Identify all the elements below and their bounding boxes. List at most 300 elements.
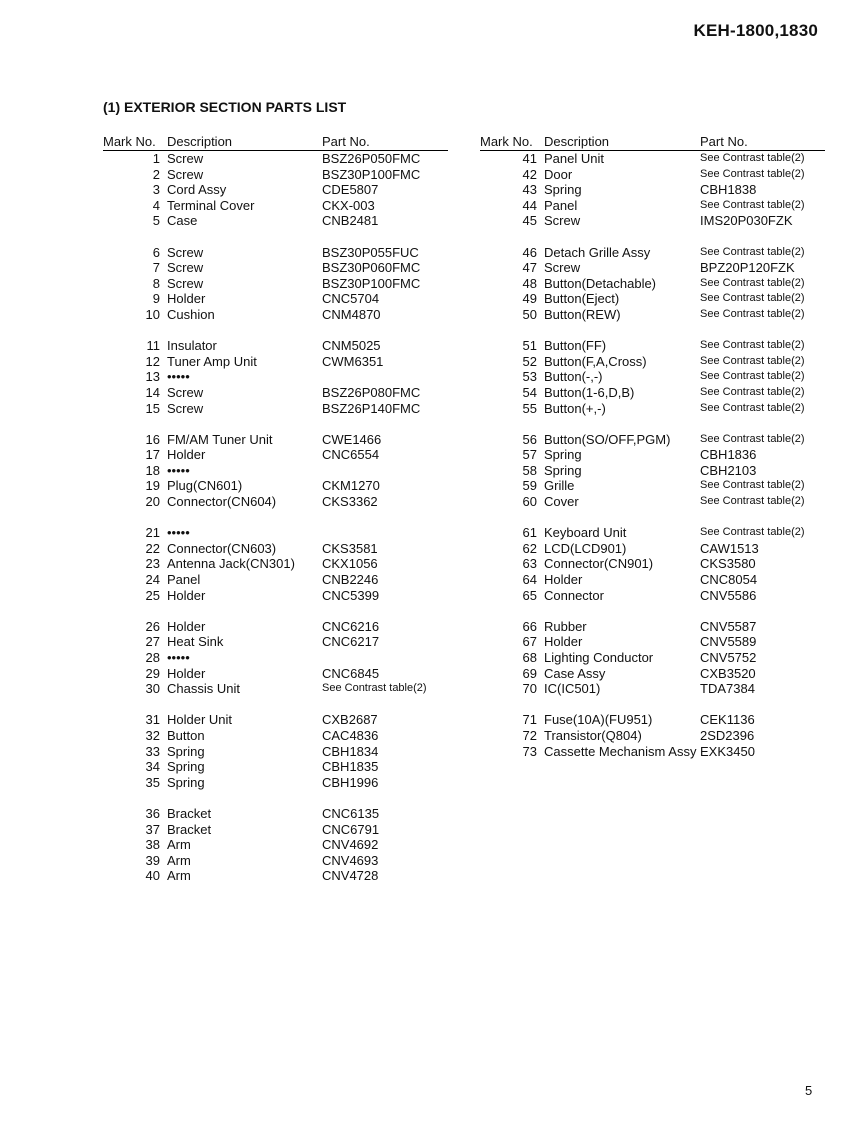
part-no: See Contrast table(2) — [700, 479, 805, 492]
table-row — [103, 385, 448, 401]
description: Antenna Jack(CN301) — [167, 556, 295, 572]
mark-no: 61 — [522, 525, 537, 541]
table-row — [103, 213, 448, 229]
description: Button(REW) — [544, 306, 621, 322]
mark-no: 44 — [522, 197, 537, 213]
part-no: CNC6845 — [322, 665, 380, 681]
description: Spring — [167, 774, 205, 790]
mark-no: 49 — [522, 291, 537, 307]
mark-no: 73 — [522, 743, 537, 759]
description: ••••• — [167, 650, 190, 665]
section-title: (1) EXTERIOR SECTION PARTS LIST — [103, 99, 347, 115]
table-row — [103, 276, 448, 292]
description: Button(-,-) — [544, 369, 603, 385]
part-no: CXB3520 — [700, 665, 756, 681]
description: Door — [544, 166, 573, 182]
table-row — [480, 245, 825, 261]
description: Button(Detachable) — [544, 275, 657, 291]
table-row — [480, 213, 825, 229]
part-no: CNV5587 — [700, 618, 757, 634]
part-no: CNC6135 — [322, 805, 380, 821]
description: Spring — [544, 182, 582, 198]
part-no: See Contrast table(2) — [700, 198, 805, 211]
part-no: CNC6791 — [322, 821, 380, 837]
model-number: KEH-1800,1830 — [693, 21, 818, 40]
mark-no: 26 — [145, 618, 160, 634]
part-no: See Contrast table(2) — [700, 292, 805, 305]
description: Button — [167, 727, 205, 743]
part-no: BSZ30P055FUC — [322, 244, 419, 260]
part-no: See Contrast table(2) — [700, 432, 805, 445]
mark-no: 50 — [522, 306, 537, 322]
mark-no: 20 — [145, 494, 160, 510]
part-no: CBH1834 — [322, 743, 379, 759]
table-row — [103, 728, 448, 744]
description: Spring — [544, 447, 582, 463]
description: Plug(CN601) — [167, 478, 243, 494]
header-part-no: Part No. — [322, 134, 370, 149]
table-row — [480, 588, 825, 604]
part-no: CNV5586 — [700, 587, 757, 603]
mark-no: 71 — [522, 712, 537, 728]
description: Tuner Amp Unit — [167, 353, 257, 369]
description: Button(+,-) — [544, 400, 606, 416]
mark-no: 54 — [522, 384, 537, 400]
table-row — [103, 853, 448, 869]
table-row — [480, 463, 825, 479]
mark-no: 7 — [152, 260, 160, 276]
mark-no: 23 — [145, 556, 160, 572]
table-row — [480, 447, 825, 463]
table-row — [480, 525, 825, 541]
description: Button(Eject) — [544, 291, 620, 307]
mark-no: 64 — [522, 572, 537, 588]
table-row — [480, 151, 825, 167]
part-no: CBH1836 — [700, 447, 757, 463]
part-no: CBH2103 — [700, 462, 757, 478]
table-row — [103, 525, 448, 541]
mark-no: 42 — [522, 166, 537, 182]
mark-no: 17 — [145, 447, 160, 463]
mark-no: 38 — [145, 837, 160, 853]
mark-no: 56 — [522, 431, 537, 447]
mark-no: 60 — [522, 494, 537, 510]
mark-no: 25 — [145, 587, 160, 603]
part-no: CKS3581 — [322, 540, 378, 556]
part-no: CNC5704 — [322, 291, 380, 307]
part-no: CBH1996 — [322, 774, 379, 790]
description: Holder — [167, 447, 206, 463]
mark-no: 10 — [145, 306, 160, 322]
part-no: CNB2481 — [322, 213, 379, 229]
description: Holder — [544, 634, 583, 650]
table-row — [103, 198, 448, 214]
table-row — [103, 354, 448, 370]
description: Arm — [167, 837, 191, 853]
part-no: CNM4870 — [322, 306, 381, 322]
description: LCD(LCD901) — [544, 540, 627, 556]
description: Cassette Mechanism Assy — [544, 743, 697, 759]
part-no: BSZ26P080FMC — [322, 384, 421, 400]
part-no: See Contrast table(2) — [700, 385, 805, 398]
description: Terminal Cover — [167, 197, 255, 213]
description: Screw — [167, 166, 204, 182]
description: Panel — [167, 572, 201, 588]
description: Spring — [167, 743, 205, 759]
mark-no: 32 — [145, 727, 160, 743]
mark-no: 39 — [145, 852, 160, 868]
part-no: CBH1835 — [322, 759, 379, 775]
mark-no: 1 — [152, 151, 160, 166]
description: Screw — [167, 400, 204, 416]
mark-no: 59 — [522, 478, 537, 494]
table-row — [103, 447, 448, 463]
table-row — [480, 619, 825, 635]
part-no: BSZ26P140FMC — [322, 400, 421, 416]
table-row — [480, 572, 825, 588]
table-row — [103, 775, 448, 791]
part-no: See Contrast table(2) — [700, 370, 805, 383]
description: Bracket — [167, 821, 212, 837]
table-row — [103, 744, 448, 760]
table-row — [103, 588, 448, 604]
table-row — [103, 619, 448, 635]
part-no: See Contrast table(2) — [700, 167, 805, 180]
table-row — [480, 338, 825, 354]
mark-no: 66 — [522, 618, 537, 634]
table-header — [480, 132, 825, 151]
mark-no: 29 — [145, 665, 160, 681]
table-row — [480, 385, 825, 401]
table-row — [103, 822, 448, 838]
description: Arm — [167, 868, 191, 884]
description: Panel — [544, 197, 578, 213]
description: Keyboard Unit — [544, 525, 627, 541]
description: Case Assy — [544, 665, 606, 681]
part-no: See Contrast table(2) — [700, 401, 805, 414]
description: Heat Sink — [167, 634, 224, 650]
header-mark-no: Mark No. — [103, 134, 156, 149]
table-row — [103, 369, 448, 385]
table-body — [103, 151, 448, 884]
mark-no: 30 — [145, 681, 160, 697]
table-row — [480, 182, 825, 198]
mark-no: 3 — [152, 182, 160, 198]
mark-no: 40 — [145, 868, 160, 884]
table-row — [103, 338, 448, 354]
part-no: IMS20P030FZK — [700, 213, 793, 229]
table-row — [103, 478, 448, 494]
table-row — [103, 868, 448, 884]
table-row — [103, 837, 448, 853]
description: Button(FF) — [544, 338, 607, 354]
description: Screw — [544, 213, 581, 229]
description: Holder — [167, 618, 206, 634]
table-row — [103, 494, 448, 510]
part-no: CEK1136 — [700, 712, 755, 728]
description: Holder — [167, 587, 206, 603]
mark-no: 2 — [152, 166, 160, 182]
mark-no: 68 — [522, 650, 537, 665]
table-row — [480, 354, 825, 370]
part-no: CWE1466 — [322, 431, 382, 447]
table-row — [103, 291, 448, 307]
description: Button(F,A,Cross) — [544, 353, 647, 369]
description: Holder — [167, 665, 206, 681]
part-no: CNV4693 — [322, 852, 379, 868]
table-row — [480, 167, 825, 183]
table-row — [480, 369, 825, 385]
part-no: CBH1838 — [700, 182, 757, 198]
description: Button(SO/OFF,PGM) — [544, 431, 671, 447]
part-no: CKX-003 — [322, 197, 375, 213]
mark-no: 37 — [145, 821, 160, 837]
part-no: EXK3450 — [700, 743, 755, 759]
part-no: See Contrast table(2) — [700, 339, 805, 352]
mark-no: 12 — [145, 353, 160, 369]
header-description: Description — [167, 134, 233, 149]
description: Cushion — [167, 306, 215, 322]
description: Screw — [167, 244, 204, 260]
part-no: See Contrast table(2) — [700, 245, 805, 258]
table-row — [480, 401, 825, 417]
mark-no: 11 — [146, 338, 160, 354]
table-row — [103, 634, 448, 650]
part-no: CDE5807 — [322, 182, 379, 198]
table-row — [480, 198, 825, 214]
mark-no: 45 — [522, 213, 537, 229]
mark-no: 46 — [522, 244, 537, 260]
description: Holder — [167, 291, 206, 307]
header-description: Description — [544, 134, 610, 149]
description: ••••• — [167, 525, 190, 541]
mark-no: 65 — [522, 587, 537, 603]
table-row — [480, 541, 825, 557]
part-no: See Contrast table(2) — [700, 276, 805, 289]
mark-no: 21 — [145, 525, 160, 541]
part-no: CKX1056 — [322, 556, 378, 572]
part-no: CNV5589 — [700, 634, 757, 650]
description: Cord Assy — [167, 182, 227, 198]
part-no: CNB2246 — [322, 572, 379, 588]
mark-no: 33 — [145, 743, 160, 759]
part-no: CKS3580 — [700, 556, 756, 572]
description: Screw — [167, 260, 204, 276]
part-no: CKM1270 — [322, 478, 380, 494]
table-row — [480, 634, 825, 650]
table-row — [480, 744, 825, 760]
page-number: 5 — [805, 1083, 813, 1098]
mark-no: 69 — [522, 665, 537, 681]
part-no: CAC4836 — [322, 727, 379, 743]
mark-no: 51 — [522, 338, 537, 354]
description: FM/AM Tuner Unit — [167, 431, 273, 447]
table-body — [480, 151, 825, 759]
mark-no: 18 — [145, 462, 160, 478]
table-row — [103, 245, 448, 261]
mark-no: 4 — [152, 197, 160, 213]
part-no: CKS3362 — [322, 494, 378, 510]
description: Case — [167, 213, 198, 229]
table-row — [103, 572, 448, 588]
description: Cover — [544, 494, 579, 510]
table-row — [103, 556, 448, 572]
mark-no: 55 — [522, 400, 537, 416]
table-row — [480, 478, 825, 494]
mark-no: 8 — [152, 275, 160, 291]
mark-no: 62 — [522, 540, 537, 556]
part-no: See Contrast table(2) — [700, 152, 805, 164]
description: IC(IC501) — [544, 681, 601, 697]
table-row — [480, 556, 825, 572]
table-row — [103, 167, 448, 183]
part-no: CNC6217 — [322, 634, 380, 650]
table-row — [480, 276, 825, 292]
description: Screw — [167, 151, 204, 166]
table-row — [103, 463, 448, 479]
header-mark-no: Mark No. — [480, 134, 533, 149]
table-row — [480, 681, 825, 697]
description: Connector(CN901) — [544, 556, 654, 572]
mark-no: 58 — [522, 462, 537, 478]
table-row — [480, 307, 825, 323]
part-no: TDA7384 — [700, 681, 755, 697]
part-no: CNM5025 — [322, 338, 381, 354]
description: Connector(CN604) — [167, 494, 277, 510]
mark-no: 48 — [522, 275, 537, 291]
mark-no: 28 — [145, 650, 160, 665]
description: Screw — [167, 384, 204, 400]
table-row — [103, 806, 448, 822]
mark-no: 6 — [152, 244, 160, 260]
mark-no: 14 — [145, 384, 160, 400]
part-no: CNC6554 — [322, 447, 380, 463]
table-row — [103, 401, 448, 417]
table-row — [103, 681, 448, 697]
mark-no: 52 — [522, 353, 537, 369]
description: Arm — [167, 852, 191, 868]
part-no: CWM6351 — [322, 353, 384, 369]
table-row — [480, 291, 825, 307]
description: ••••• — [167, 462, 190, 478]
part-no: See Contrast table(2) — [700, 307, 805, 320]
description: Grille — [544, 478, 575, 494]
part-no: BSZ26P050FMC — [322, 151, 421, 166]
table-row — [103, 666, 448, 682]
mark-no: 41 — [522, 151, 537, 166]
description: Detach Grille Assy — [544, 244, 651, 260]
mark-no: 57 — [522, 447, 537, 463]
part-no: CNV4728 — [322, 868, 379, 884]
part-no: CNC6216 — [322, 618, 380, 634]
mark-no: 15 — [145, 400, 160, 416]
mark-no: 67 — [522, 634, 537, 650]
table-row — [103, 151, 448, 167]
table-row — [103, 541, 448, 557]
description: Spring — [544, 462, 582, 478]
part-no: CNC8054 — [700, 572, 758, 588]
table-row — [103, 260, 448, 276]
part-no: CNV4692 — [322, 837, 379, 853]
mark-no: 9 — [152, 291, 160, 307]
description: Transistor(Q804) — [544, 727, 642, 743]
description: Fuse(10A)(FU951) — [544, 712, 653, 728]
description: Connector(CN603) — [167, 540, 277, 556]
description: ••••• — [167, 369, 190, 385]
part-no: CAW1513 — [700, 540, 759, 556]
mark-no: 35 — [145, 774, 160, 790]
mark-no: 16 — [145, 431, 160, 447]
table-header — [103, 132, 448, 151]
description: Holder Unit — [167, 712, 233, 728]
part-no: CNV5752 — [700, 650, 757, 665]
table-row — [103, 712, 448, 728]
mark-no: 27 — [145, 634, 160, 650]
mark-no: 72 — [522, 727, 537, 743]
part-no: CNC5399 — [322, 587, 380, 603]
table-row — [103, 307, 448, 323]
part-no: BPZ20P120FZK — [700, 260, 795, 276]
description: Insulator — [167, 338, 217, 354]
table-row — [480, 728, 825, 744]
description: Button(1-6,D,B) — [544, 384, 635, 400]
table-row — [103, 432, 448, 448]
mark-no: 63 — [522, 556, 537, 572]
description: Spring — [167, 759, 205, 775]
description: Rubber — [544, 618, 587, 634]
table-row — [480, 494, 825, 510]
part-no: BSZ30P100FMC — [322, 166, 421, 182]
table-row — [480, 260, 825, 276]
part-no: See Contrast table(2) — [700, 354, 805, 367]
description: Connector — [544, 587, 604, 603]
mark-no: 47 — [522, 260, 537, 276]
mark-no: 34 — [145, 759, 160, 775]
mark-no: 43 — [522, 182, 537, 198]
mark-no: 31 — [145, 712, 160, 728]
description: Panel Unit — [544, 151, 604, 166]
table-row — [103, 182, 448, 198]
mark-no: 19 — [145, 478, 160, 494]
part-no: See Contrast table(2) — [700, 495, 805, 508]
table-row — [103, 759, 448, 775]
table-row — [480, 432, 825, 448]
part-no: 2SD2396 — [700, 727, 755, 743]
mark-no: 53 — [522, 369, 537, 385]
description: Lighting Conductor — [544, 650, 654, 665]
part-no: See Contrast table(2) — [322, 682, 427, 695]
table-row — [480, 666, 825, 682]
mark-no: 70 — [522, 681, 537, 697]
description: Holder — [544, 572, 583, 588]
mark-no: 13 — [145, 369, 160, 385]
part-no: CXB2687 — [322, 712, 378, 728]
mark-no: 36 — [145, 805, 160, 821]
table-row — [103, 650, 448, 666]
part-no: See Contrast table(2) — [700, 526, 805, 539]
parts-table-left — [103, 132, 448, 884]
description: Chassis Unit — [167, 681, 240, 697]
part-no: BSZ30P060FMC — [322, 260, 421, 276]
description: Screw — [167, 275, 204, 291]
description: Bracket — [167, 805, 212, 821]
header-part-no: Part No. — [700, 134, 748, 149]
mark-no: 5 — [152, 213, 160, 229]
mark-no: 24 — [145, 572, 160, 588]
mark-no: 22 — [145, 540, 160, 556]
table-row — [480, 712, 825, 728]
parts-table-right — [480, 132, 825, 759]
